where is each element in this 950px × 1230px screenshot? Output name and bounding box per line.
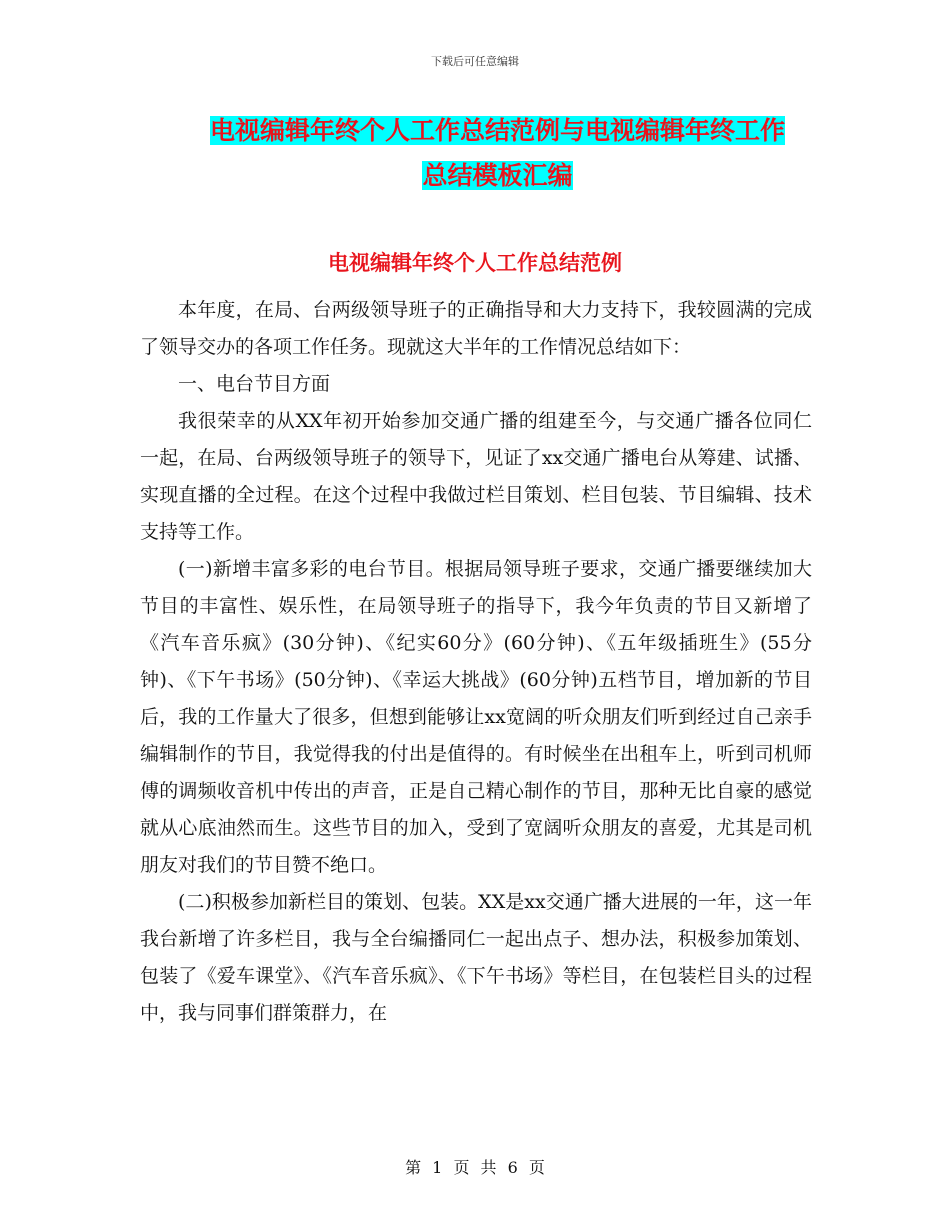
body-text [140,292,812,1032]
paragraph: 一、电台节目方面 [178,373,331,395]
paragraph: (二)积极参加新栏目的策划、包装。XX是xx交通广播大进展的一年，这一年我台新增了许多栏目，我与全台编播同仁一起出点子、想办法，积极参加策划、包装了《爱车课堂》、《汽车音乐疯》、《下午书场》等栏目，在包装栏目头的过程中，我与同事们群策群力，在 [140,891,812,1024]
title-line-1: 电视编辑年终个人工作总结范例与电视编辑年终工作 [209,116,785,145]
document-title [140,108,855,198]
section-title: 电视编辑年终个人工作总结范例 [328,251,622,275]
paragraph: 本年度，在局、台两级领导班子的正确指导和大力支持下，我较圆满的完成了领导交办的各项工作任务。现就这大半年的工作情况总结如下： [140,299,812,358]
title-line-2: 总结模板汇编 [422,161,573,190]
paragraph: 我很荣幸的从XX年初开始参加交通广播的组建至今，与交通广播各位同仁一起，在局、台两级领导班子的领导下，见证了xx交通广播电台从筹建、试播、实现直播的全过程。在这个过程中我做过栏目策划、栏目包装、节目编辑、技术支持等工作。 [140,410,812,543]
page-footer: 第 1 页 共 6 页 [405,1158,545,1177]
paragraph: (一)新增丰富多彩的电台节目。根据局领导班子要求，交通广播要继续加大节目的丰富性、娱乐性，在局领导班子的指导下，我今年负责的节目又新增了《汽车音乐疯》(30分钟)、《纪实60分》(60分钟)、《五年级插班生》(55分钟)、《下午书场》(50分钟)、《幸运大挑战》(60分钟)五档节目，增加新的节目后，我的工作量大了很多，但想到能够让xx宽阔的听众朋友们听到经过自己亲手编辑制作的节目，我觉得我的付出是值得的。有时候坐在出租车上，听到司机师傅的调频收音机中传出的声音，正是自己精心制作的节目，那种无比自豪的感觉就从心底油然而生。这些节目的加入，受到了宽阔听众朋友的喜爱，尤其是司机朋友对我们的节目赞不绝口。 [140,558,812,876]
header-note: 下载后可任意编辑 [431,55,519,68]
